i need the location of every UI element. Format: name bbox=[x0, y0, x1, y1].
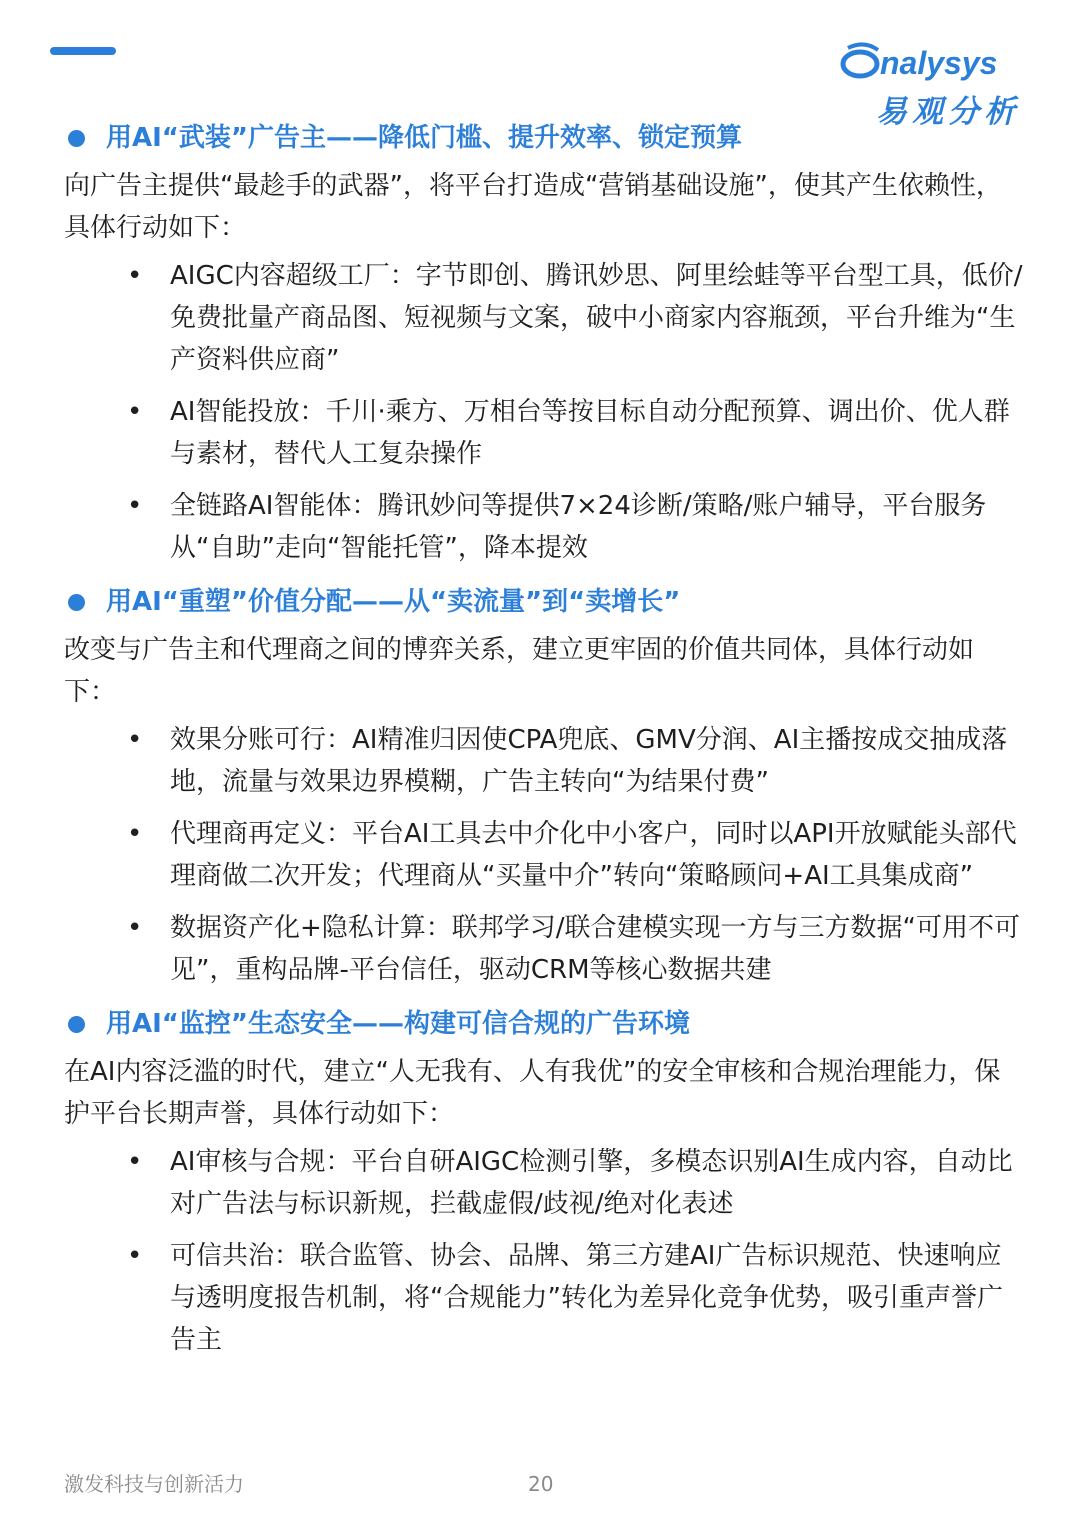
section-intro: 改变与广告主和代理商之间的博弈关系，建立更牢固的价值共同体，具体行动如下： bbox=[64, 635, 975, 707]
bullet-list bbox=[64, 1141, 1024, 1361]
list-item-text: AI审核与合规：平台自研AIGC检测引擎，多模态识别AI生成内容，自动比对广告法与标识新规，拦截虚假/歧视/绝对化表述 bbox=[170, 1147, 1013, 1219]
list-item bbox=[64, 485, 1024, 569]
list-item-text: 代理商再定义：平台AI工具去中介化中小客户，同时以API开放赋能头部代理商做二次开发；代理商从“买量中介”转向“策略顾问+AI工具集成商” bbox=[170, 819, 1017, 891]
list-item-text: AI智能投放：千川·乘方、万相台等按目标自动分配预算、调出价、优人群与素材，替代人工复杂操作 bbox=[170, 397, 1010, 469]
section-heading bbox=[64, 579, 1024, 625]
bullet-list bbox=[64, 719, 1024, 991]
list-item-text: 数据资产化+隐私计算：联邦学习/联合建模实现一方与三方数据“可用不可见”，重构品牌-平台信任，驱动CRM等核心数据共建 bbox=[170, 913, 1021, 985]
list-item bbox=[64, 1141, 1024, 1225]
page-number: 20 bbox=[528, 1472, 554, 1496]
list-item bbox=[64, 813, 1024, 897]
section-heading bbox=[64, 1001, 1024, 1047]
list-item-text: 可信共治：联合监管、协会、品牌、第三方建AI广告标识规范、快速响应与透明度报告机制，将“合规能力”转化为差异化竞争优势，吸引重声誉广告主 bbox=[170, 1241, 1003, 1355]
section-heading bbox=[64, 115, 1024, 161]
bullet-marker-icon: • bbox=[127, 913, 143, 943]
bullet-marker-icon: • bbox=[127, 1147, 143, 1177]
logo-brand-cn: 易观分析 bbox=[876, 94, 1020, 130]
list-item-text: 全链路AI智能体：腾讯妙问等提供7×24诊断/策略/账户辅导，平台服务从“自助”走向“智能托管”，降本提效 bbox=[170, 491, 987, 563]
bullet-dot-icon bbox=[68, 1016, 85, 1033]
list-item bbox=[64, 391, 1024, 475]
list-item-text: AIGC内容超级工厂：字节即创、腾讯妙思、阿里绘蛙等平台型工具，低价/免费批量产商品图、短视频与文案，破中小商家内容瓶颈，平台升维为“生产资料供应商” bbox=[170, 261, 1023, 375]
bullet-marker-icon: • bbox=[127, 397, 143, 427]
bullet-marker-icon: • bbox=[127, 261, 143, 291]
bullet-marker-icon: • bbox=[127, 725, 143, 755]
list-item bbox=[64, 255, 1024, 381]
bullet-marker-icon: • bbox=[127, 1241, 143, 1271]
section-intro: 向广告主提供“最趁手的武器”，将平台打造成“营销基础设施”，使其产生依赖性，具体行动如下： bbox=[64, 171, 1002, 243]
logo-brand-text: nalysys bbox=[880, 45, 998, 81]
list-item bbox=[64, 907, 1024, 991]
bullet-marker-icon: • bbox=[127, 819, 143, 849]
analysys-logo-mark bbox=[838, 38, 1028, 84]
footer-slogan: 激发科技与创新活力 bbox=[64, 1472, 244, 1496]
top-accent-bar bbox=[50, 47, 116, 55]
section-heading-text: 用AI“监控”生态安全——构建可信合规的广告环境 bbox=[106, 1009, 690, 1039]
section-heading-text: 用AI“武装”广告主——降低门槛、提升效率、锁定预算 bbox=[106, 123, 742, 153]
section-heading-text: 用AI“重塑”价值分配——从“卖流量”到“卖增长” bbox=[106, 587, 681, 617]
bullet-marker-icon: • bbox=[127, 491, 143, 521]
bullet-dot-icon bbox=[68, 594, 85, 611]
main-content bbox=[64, 113, 1024, 1371]
list-item-text: 效果分账可行：AI精准归因使CPA兜底、GMV分润、AI主播按成交抽成落地，流量与效果边界模糊，广告主转向“为结果付费” bbox=[170, 725, 1008, 797]
bullet-dot-icon bbox=[68, 130, 85, 147]
bullet-list bbox=[64, 255, 1024, 569]
list-item bbox=[64, 1235, 1024, 1361]
section-intro: 在AI内容泛滥的时代，建立“人无我有、人有我优”的安全审核和合规治理能力，保护平台长期声誉，具体行动如下： bbox=[64, 1057, 1001, 1129]
list-item bbox=[64, 719, 1024, 803]
